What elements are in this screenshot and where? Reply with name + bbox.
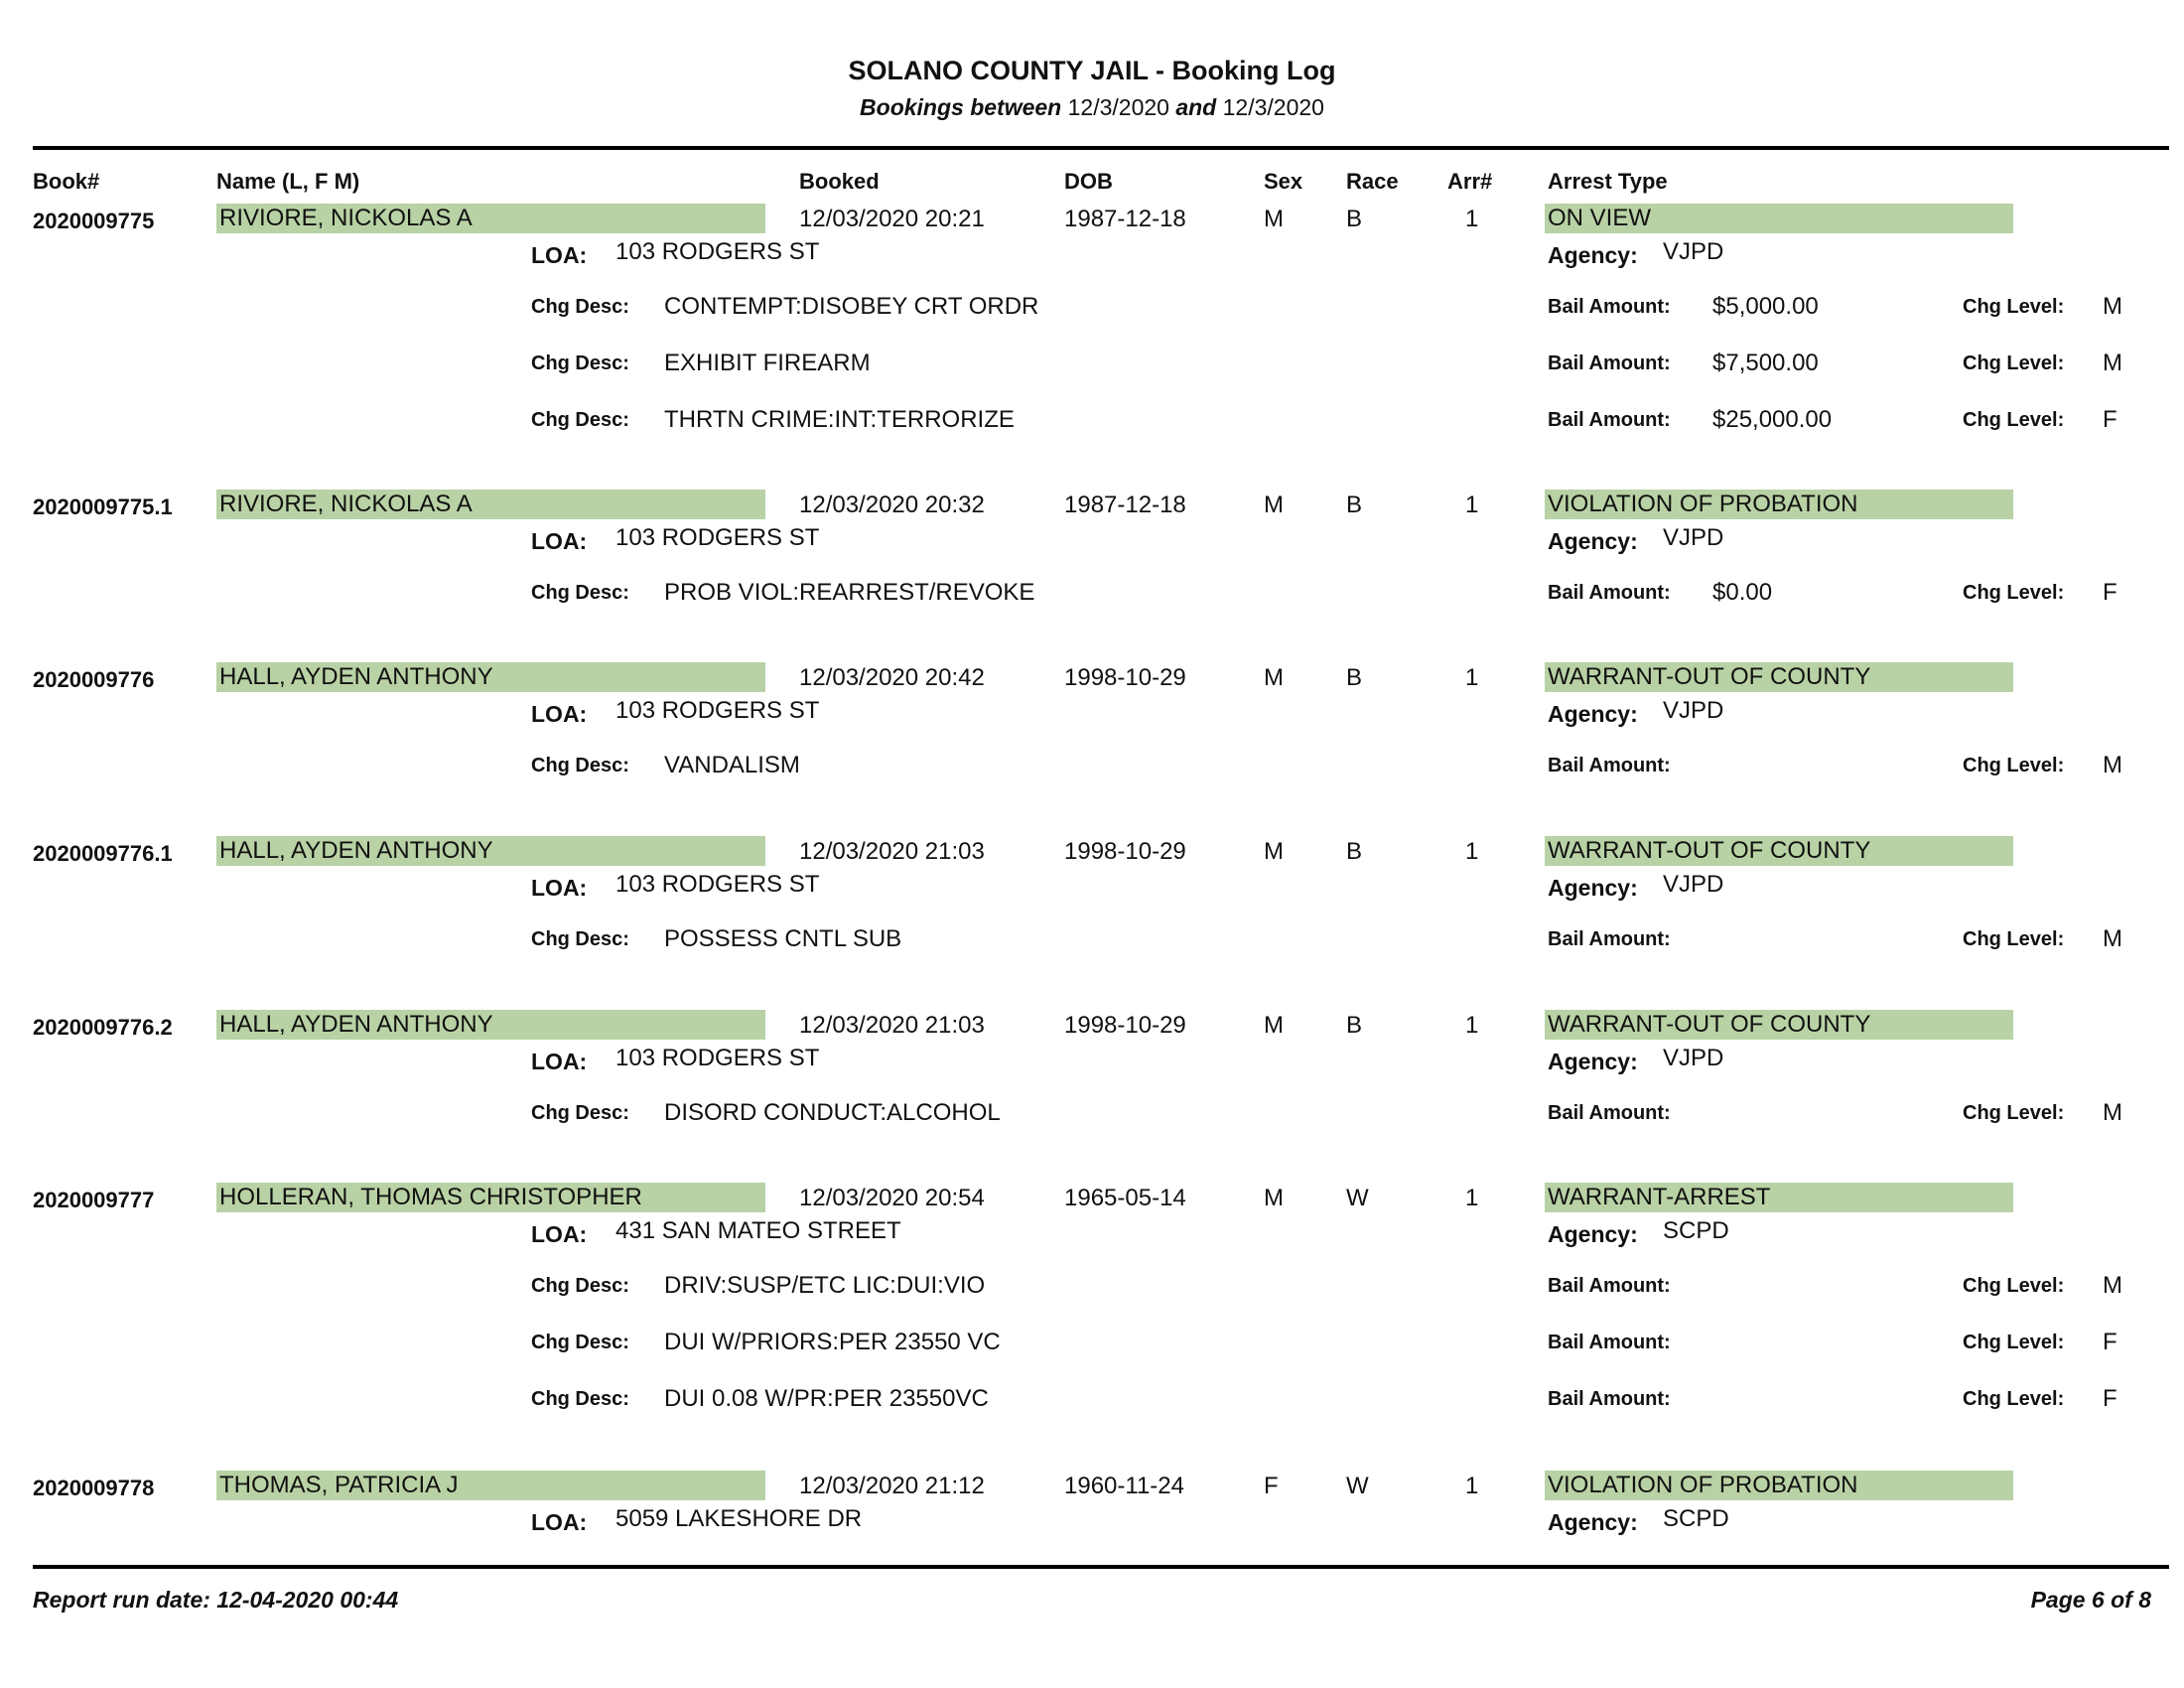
charge-desc-label: Chg Desc:	[531, 1332, 629, 1353]
charge-level: F	[2103, 579, 2117, 606]
loa-value: 103 RODGERS ST	[615, 1045, 820, 1071]
agency-label: Agency:	[1548, 701, 1638, 727]
sex-value: M	[1264, 838, 1284, 865]
bail-amount-label: Bail Amount:	[1548, 1388, 1671, 1410]
charge-level: M	[2103, 350, 2122, 376]
date-from: 12/3/2020	[1067, 94, 1169, 120]
charge-level-label: Chg Level:	[1963, 1388, 2065, 1410]
charge-desc-label: Chg Desc:	[531, 1102, 629, 1124]
charge-description: DISORD CONDUCT:ALCOHOL	[664, 1099, 1001, 1126]
booking-number: 2020009776.1	[33, 841, 173, 866]
arrest-number: 1	[1465, 206, 1479, 232]
charge-level-label: Chg Level:	[1963, 1275, 2065, 1297]
col-header-race: Race	[1346, 169, 1399, 194]
booking-number: 2020009777	[33, 1188, 155, 1212]
bail-amount-label: Bail Amount:	[1548, 582, 1671, 604]
date-of-birth: 1965-05-14	[1064, 1185, 1186, 1211]
loa-value: 103 RODGERS ST	[615, 524, 820, 551]
charge-level: M	[2103, 752, 2122, 778]
agency-value: VJPD	[1663, 524, 1724, 551]
booked-datetime: 12/03/2020 21:12	[799, 1473, 985, 1499]
arrest-type: WARRANT-OUT OF COUNTY	[1545, 1010, 2013, 1040]
charge-level-label: Chg Level:	[1963, 1102, 2065, 1124]
date-of-birth: 1998-10-29	[1064, 838, 1186, 865]
charge-desc-label: Chg Desc:	[531, 409, 629, 431]
charge-level-label: Chg Level:	[1963, 409, 2065, 431]
booking-number: 2020009775	[33, 209, 155, 233]
loa-value: 103 RODGERS ST	[615, 871, 820, 898]
charge-description: PROB VIOL:REARREST/REVOKE	[664, 579, 1035, 606]
bail-amount: $5,000.00	[1712, 293, 1819, 320]
charge-level-label: Chg Level:	[1963, 928, 2065, 950]
charge-desc-label: Chg Desc:	[531, 296, 629, 318]
report-run-date: Report run date: 12-04-2020 00:44	[33, 1587, 399, 1613]
arrest-type: WARRANT-OUT OF COUNTY	[1545, 662, 2013, 692]
date-to: 12/3/2020	[1222, 94, 1324, 120]
race-value: W	[1346, 1185, 1369, 1211]
charge-level: M	[2103, 1099, 2122, 1126]
booked-datetime: 12/03/2020 20:21	[799, 206, 985, 232]
subtitle-and: and	[1175, 94, 1217, 120]
date-of-birth: 1960-11-24	[1064, 1473, 1184, 1499]
arrest-type: WARRANT-ARREST	[1545, 1183, 2013, 1212]
charge-level: M	[2103, 1272, 2122, 1299]
inmate-name: RIVIORE, NICKOLAS A	[216, 490, 765, 519]
loa-label: LOA:	[531, 701, 588, 727]
date-of-birth: 1987-12-18	[1064, 492, 1186, 518]
booking-number: 2020009776.2	[33, 1015, 173, 1040]
report-subtitle	[0, 94, 2184, 121]
booked-datetime: 12/03/2020 20:54	[799, 1185, 985, 1211]
page-number: Page 6 of 8	[2030, 1587, 2151, 1613]
charge-desc-label: Chg Desc:	[531, 928, 629, 950]
agency-value: VJPD	[1663, 238, 1724, 265]
bail-amount: $25,000.00	[1712, 406, 1833, 433]
bail-amount: $7,500.00	[1712, 350, 1819, 376]
charge-level: F	[2103, 406, 2117, 433]
col-header-arrest-type: Arrest Type	[1548, 169, 1668, 194]
date-of-birth: 1998-10-29	[1064, 664, 1186, 691]
inmate-name: THOMAS, PATRICIA J	[216, 1471, 765, 1500]
footer-divider	[33, 1565, 2169, 1569]
col-header-name: Name (L, F M)	[216, 169, 360, 194]
col-header-booked: Booked	[799, 169, 880, 194]
charge-description: DUI W/PRIORS:PER 23550 VC	[664, 1329, 1001, 1355]
loa-value: 103 RODGERS ST	[615, 238, 820, 265]
date-of-birth: 1998-10-29	[1064, 1012, 1186, 1039]
booked-datetime: 12/03/2020 21:03	[799, 1012, 985, 1039]
agency-value: SCPD	[1663, 1217, 1729, 1244]
race-value: B	[1346, 1012, 1363, 1039]
race-value: B	[1346, 664, 1363, 691]
booking-number: 2020009778	[33, 1476, 155, 1500]
charge-description: THRTN CRIME:INT:TERRORIZE	[664, 406, 1015, 433]
arrest-type: VIOLATION OF PROBATION	[1545, 1471, 2013, 1500]
inmate-name: HOLLERAN, THOMAS CHRISTOPHER	[216, 1183, 765, 1212]
charge-desc-label: Chg Desc:	[531, 1388, 629, 1410]
report-title: SOLANO COUNTY JAIL - Booking Log	[848, 56, 1336, 85]
agency-label: Agency:	[1548, 528, 1638, 554]
agency-value: VJPD	[1663, 1045, 1724, 1071]
col-header-sex: Sex	[1264, 169, 1303, 194]
agency-value: SCPD	[1663, 1505, 1729, 1532]
loa-value: 5059 LAKESHORE DR	[615, 1505, 863, 1532]
date-of-birth: 1987-12-18	[1064, 206, 1186, 232]
arrest-number: 1	[1465, 1012, 1479, 1039]
bail-amount-label: Bail Amount:	[1548, 296, 1671, 318]
arrest-number: 1	[1465, 1185, 1479, 1211]
loa-label: LOA:	[531, 528, 588, 554]
agency-value: VJPD	[1663, 697, 1724, 724]
booked-datetime: 12/03/2020 20:42	[799, 664, 985, 691]
charge-description: POSSESS CNTL SUB	[664, 925, 902, 952]
agency-value: VJPD	[1663, 871, 1724, 898]
charge-level-label: Chg Level:	[1963, 352, 2065, 374]
arrest-number: 1	[1465, 492, 1479, 518]
charge-level: M	[2103, 293, 2122, 320]
arrest-number: 1	[1465, 664, 1479, 691]
loa-label: LOA:	[531, 1509, 588, 1535]
agency-label: Agency:	[1548, 875, 1638, 901]
race-value: B	[1346, 206, 1363, 232]
booking-number: 2020009776	[33, 667, 155, 692]
agency-label: Agency:	[1548, 1049, 1638, 1074]
bail-amount-label: Bail Amount:	[1548, 409, 1671, 431]
arrest-number: 1	[1465, 838, 1479, 865]
col-header-dob: DOB	[1064, 169, 1113, 194]
charge-level: M	[2103, 925, 2122, 952]
charge-level: F	[2103, 1329, 2117, 1355]
booked-datetime: 12/03/2020 21:03	[799, 838, 985, 865]
charge-desc-label: Chg Desc:	[531, 352, 629, 374]
bail-amount-label: Bail Amount:	[1548, 1332, 1671, 1353]
header-divider	[33, 146, 2169, 150]
agency-label: Agency:	[1548, 1221, 1638, 1247]
race-value: B	[1346, 838, 1363, 865]
inmate-name: HALL, AYDEN ANTHONY	[216, 836, 765, 866]
subtitle-label: Bookings between	[860, 94, 1062, 120]
bail-amount-label: Bail Amount:	[1548, 1275, 1671, 1297]
agency-label: Agency:	[1548, 242, 1638, 268]
col-header-arr: Arr#	[1447, 169, 1493, 194]
loa-value: 431 SAN MATEO STREET	[615, 1217, 901, 1244]
charge-description: EXHIBIT FIREARM	[664, 350, 871, 376]
loa-value: 103 RODGERS ST	[615, 697, 820, 724]
sex-value: M	[1264, 1012, 1284, 1039]
bail-amount-label: Bail Amount:	[1548, 755, 1671, 776]
charge-level-label: Chg Level:	[1963, 755, 2065, 776]
inmate-name: HALL, AYDEN ANTHONY	[216, 1010, 765, 1040]
charge-description: VANDALISM	[664, 752, 800, 778]
sex-value: M	[1264, 1185, 1284, 1211]
arrest-number: 1	[1465, 1473, 1479, 1499]
bail-amount-label: Bail Amount:	[1548, 928, 1671, 950]
charge-description: DUI 0.08 W/PR:PER 23550VC	[664, 1385, 989, 1412]
loa-label: LOA:	[531, 242, 588, 268]
charge-description: DRIV:SUSP/ETC LIC:DUI:VIO	[664, 1272, 986, 1299]
inmate-name: HALL, AYDEN ANTHONY	[216, 662, 765, 692]
arrest-type: ON VIEW	[1545, 204, 2013, 233]
booked-datetime: 12/03/2020 20:32	[799, 492, 985, 518]
charge-desc-label: Chg Desc:	[531, 582, 629, 604]
charge-desc-label: Chg Desc:	[531, 1275, 629, 1297]
arrest-type: WARRANT-OUT OF COUNTY	[1545, 836, 2013, 866]
sex-value: M	[1264, 492, 1284, 518]
charge-desc-label: Chg Desc:	[531, 755, 629, 776]
charge-level-label: Chg Level:	[1963, 582, 2065, 604]
booking-number: 2020009775.1	[33, 494, 173, 519]
sex-value: F	[1264, 1473, 1279, 1499]
charge-level-label: Chg Level:	[1963, 296, 2065, 318]
col-header-book: Book#	[33, 169, 100, 194]
charge-description: CONTEMPT:DISOBEY CRT ORDR	[664, 293, 1039, 320]
race-value: B	[1346, 492, 1363, 518]
loa-label: LOA:	[531, 1049, 588, 1074]
bail-amount: $0.00	[1712, 579, 1773, 606]
loa-label: LOA:	[531, 1221, 588, 1247]
sex-value: M	[1264, 664, 1284, 691]
race-value: W	[1346, 1473, 1369, 1499]
arrest-type: VIOLATION OF PROBATION	[1545, 490, 2013, 519]
agency-label: Agency:	[1548, 1509, 1638, 1535]
charge-level-label: Chg Level:	[1963, 1332, 2065, 1353]
charge-level: F	[2103, 1385, 2117, 1412]
bail-amount-label: Bail Amount:	[1548, 1102, 1671, 1124]
sex-value: M	[1264, 206, 1284, 232]
inmate-name: RIVIORE, NICKOLAS A	[216, 204, 765, 233]
bail-amount-label: Bail Amount:	[1548, 352, 1671, 374]
loa-label: LOA:	[531, 875, 588, 901]
